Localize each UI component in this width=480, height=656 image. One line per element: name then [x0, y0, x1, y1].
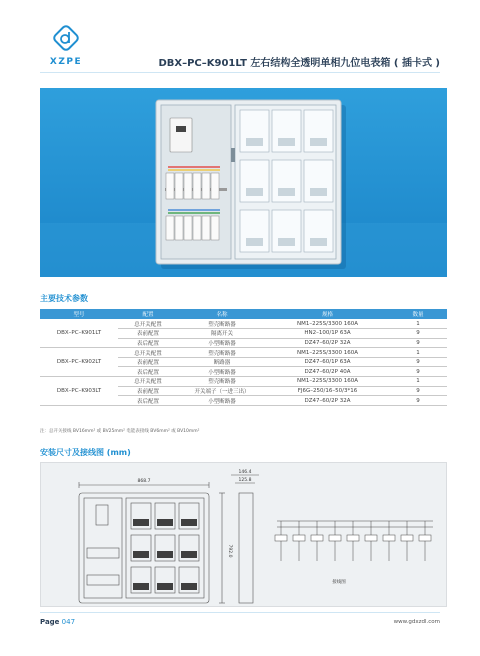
header-config: 配置	[118, 309, 178, 319]
table-cell: 总开关配置	[118, 348, 178, 358]
header-model: 型号	[40, 309, 118, 319]
header-spec: 规格	[266, 309, 389, 319]
table-cell: 1	[389, 348, 447, 358]
page-number: 047	[61, 618, 76, 626]
table-cell: 表前配置	[118, 386, 178, 396]
logo-text: XZPE	[49, 57, 83, 67]
meter-box-illustration	[40, 88, 447, 277]
table-cell: DZ47–60/2P 40A	[266, 367, 389, 377]
spec-table	[40, 309, 447, 406]
table-cell: 9	[389, 396, 447, 406]
table-cell: 9	[389, 367, 447, 377]
header-name: 名称	[178, 309, 266, 319]
table-cell: 表后配置	[118, 396, 178, 406]
dim-width-label: 868.7	[137, 479, 151, 484]
dimension-and-wiring-diagram	[41, 463, 448, 608]
dim-depth-label: 146.4	[238, 470, 252, 475]
wiring-diagram-label: 接线图	[332, 580, 346, 585]
table-cell: 9	[389, 386, 447, 396]
table-cell: 小型断路器	[178, 367, 266, 377]
tech-params-heading: 主要技术参数	[40, 294, 88, 303]
table-cell: FJ6G–250/16–50/3*16	[266, 386, 389, 396]
website-url: www.gdxzdl.com	[393, 619, 440, 625]
page-title: DBX–PC–K901LT 左右结构全透明单相九位电表箱 ( 插卡式 )	[158, 58, 440, 69]
table-row	[40, 377, 447, 387]
wiring-note: 注：总开关接线 BV16mm² 或 BV25mm² 电能表接线 BV6mm² 或 BV10mm²	[40, 429, 200, 434]
table-cell: 9	[389, 357, 447, 367]
drawing-heading: 安装尺寸及接线图 (mm)	[40, 448, 131, 457]
header-qty: 数量	[389, 309, 447, 319]
table-cell: 1	[389, 377, 447, 387]
table-cell: 9	[389, 338, 447, 348]
table-row	[40, 319, 447, 329]
table-cell: DZ47–60/2P 32A	[266, 396, 389, 406]
table-cell: 塑壳断路器	[178, 348, 266, 358]
dim-depth2-label: 125.8	[238, 478, 252, 483]
table-cell: 1	[389, 319, 447, 329]
model-cell: DBX–PC–K903LT	[40, 377, 118, 406]
table-cell: 总开关配置	[118, 319, 178, 329]
table-cell: 开关端子（一进三出）	[178, 386, 266, 396]
page-indicator	[40, 618, 75, 626]
model-cell: DBX–PC–K901LT	[40, 319, 118, 348]
table-cell: 小型断路器	[178, 338, 266, 348]
table-cell: 塑壳断路器	[178, 319, 266, 329]
table-header-row	[40, 309, 447, 319]
table-cell: 隔离开关	[178, 329, 266, 339]
model-cell: DBX–PC–K902LT	[40, 348, 118, 377]
table-cell: 总开关配置	[118, 377, 178, 387]
table-cell: 表前配置	[118, 329, 178, 339]
logo-icon	[52, 24, 80, 52]
table-cell: 表后配置	[118, 338, 178, 348]
dim-height-label: 792.0	[227, 544, 232, 558]
table-cell: 表前配置	[118, 357, 178, 367]
table-cell: 表后配置	[118, 367, 178, 377]
table-cell: 9	[389, 329, 447, 339]
table-cell: NM1–225S/3300 160A	[266, 319, 389, 329]
table-cell: NM1–225S/3300 160A	[266, 377, 389, 387]
product-photo	[40, 88, 447, 277]
table-cell: HN2–100/1P 63A	[266, 329, 389, 339]
table-cell: 塑壳断路器	[178, 377, 266, 387]
footer-divider	[40, 612, 440, 613]
page-label: Page	[40, 618, 60, 626]
title-divider	[40, 72, 440, 73]
table-cell: 小型断路器	[178, 396, 266, 406]
table-row	[40, 348, 447, 358]
table-cell: 断路器	[178, 357, 266, 367]
table-cell: DZ47–60/2P 32A	[266, 338, 389, 348]
technical-drawing	[40, 462, 447, 607]
table-cell: DZ47–60/1P 63A	[266, 357, 389, 367]
table-cell: NM1–225S/3300 160A	[266, 348, 389, 358]
